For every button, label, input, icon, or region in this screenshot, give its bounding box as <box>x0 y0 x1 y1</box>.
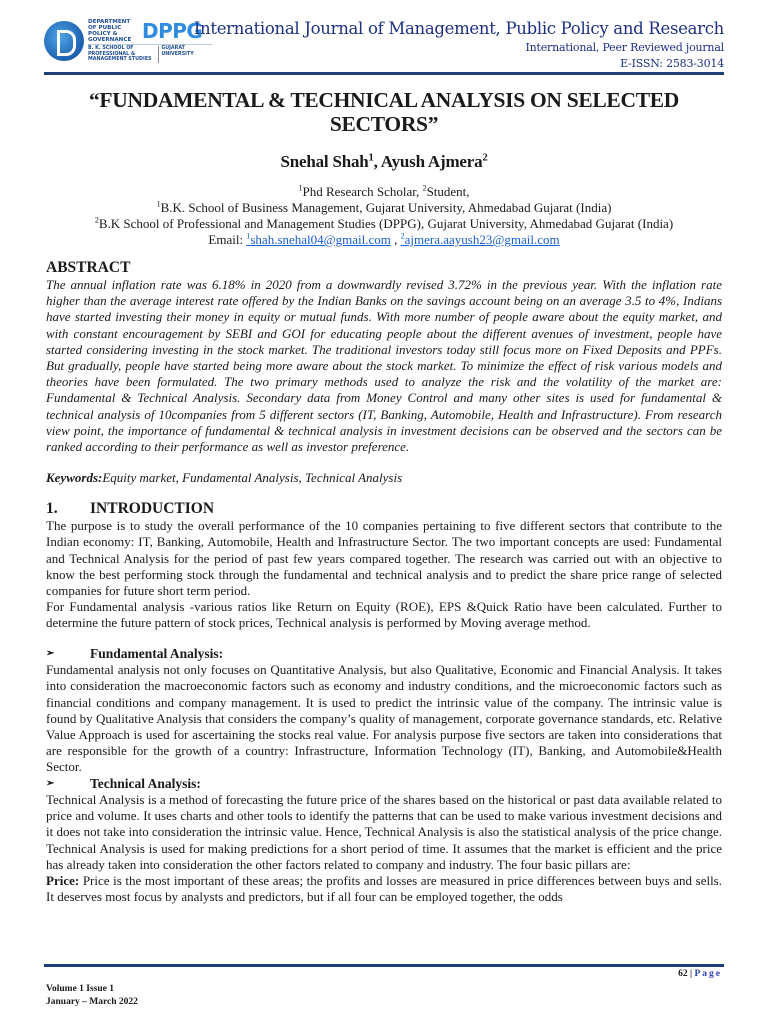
keywords-text: Equity market, Fundamental Analysis, Technical Analysis <box>102 470 403 486</box>
journal-title: International Journal of Management, Public Policy and Research <box>193 19 724 38</box>
footer-rule <box>44 964 724 967</box>
affiliation-2: $^2$B.K School of Professional and Management Studies (DPPG), Gujarat University, Ahmedabad Gujarat (India) <box>94 215 674 231</box>
author-name: Ayush Ajmera <box>380 152 483 171</box>
journal-header <box>44 14 724 70</box>
arrow-bullet-icon: ➢ <box>46 777 55 789</box>
journal-subtitle: International, Peer Reviewed journal <box>525 41 724 54</box>
page-number: 62 | Page <box>678 969 722 979</box>
journal-issn: E-ISSN: 2583-3014 <box>620 57 724 70</box>
logo-university: GUJARAT UNIVERSITY <box>158 46 212 63</box>
subheading-fundamental: ➢ Fundamental Analysis: <box>46 645 224 661</box>
issue-period: January – March 2022 <box>46 997 138 1007</box>
intro-paragraph-2: For Fundamental analysis -various ratios like Return on Equity (ROE), EPS &Quick Ratio have been calculated. Further to determine the future pattern of stock prices, Technical analysis is performed by Moving average method. <box>46 599 722 631</box>
technical-paragraph: Technical Analysis is a method of forecasting the future price of the shares based on the historical or past data available related to price and volume. It uses charts and other tools to identify the patterns that can be used to make various investment decisions and it does not take into consideration the intrinsic value. Hence, Technical Analysis is also the statistical analysis of the price change. Technical Analysis is used for making predictions for a short period of time. It assumes that the market is efficient and the price has already taken into consideration the other factors related to company and industry. The four basic pillars are: <box>46 792 722 872</box>
fundamental-paragraph: Fundamental analysis not only focuses on Quantitative Analysis, but also Qualitative, Economic and Financial Analysis. It takes into consideration the macroeconomic factors such as economy and industry conditions, and the microeconomic factors such as financial conditions and company management. It is used to predict the intrinsic value of the company. The intrinsic value is found by Qualitative Analysis that considers the company’s quality of management, corporate governance standards, etc. Relative Value Approach is used for ascertaining the stocks real value. For analysis purpose five sectors are taken into considerations that are responsible for the growth of a country: Infrastructure, Information Technology (IT), Banking, and Automobile&Health Sector. <box>46 662 722 775</box>
paper-title: “FUNDAMENTAL & TECHNICAL ANALYSIS ON SELECTED SECTORS” <box>88 88 680 136</box>
affiliation-1: $^1$B.K. School of Business Management, Gujarat University, Ahmedabad Gujarat (India) <box>156 199 612 215</box>
keywords <box>46 470 722 486</box>
abstract-heading: ABSTRACT <box>46 259 131 276</box>
dppg-logo <box>44 18 212 64</box>
volume-info <box>46 983 138 1009</box>
abstract-text: The annual inflation rate was 6.18% in 2020 from a downwardly revised 3.72% in the previous year. With the inflation rate higher than the average interest rate offered by the Indian Banks on the savings account being on an average 3.5 to 4%, Indians have started investing their money in equity or mutual funds. With more number of people aware about the equity market, and with constant encouragement by SEBI and GOI for educating people about the different avenues of investment, people have started considering investing in the stock market. The traditional investors today still focus more on Fixed Deposits and PPFs. But gradually, people have started being more aware about the stock market. To minimize the effect of risk various models and theories have been formulated. The two primary methods used to analyze the risk and the volatility of the market are: Fundamental & Technical Analysis. Secondary data from Money Control and many other sites is used for fundamental & technical analysis of 10companies from 5 different sectors (IT, Banking, Automobile, Health and Infrastructure). From research view point, the importance of fundamental & technical analysis in investment decisions can be observed and the sectors can be ranked according to their performance as well as investor preference. <box>46 277 722 455</box>
volume-issue: Volume 1 Issue 1 <box>46 984 115 994</box>
intro-paragraph-1: The purpose is to study the overall performance of the 10 companies pertaining to five different sectors that contribute to the Indian economy: IT, Banking, Automobile, Health and Infrastructure Sector. The two important concepts are used: Fundamental and Technical Analysis for the period of past few years compared together. The research was carried out with an objective to know the best performing stock through the fundamental and technical analysis and to predict the share price range of selected companies for future short term period. <box>46 518 722 599</box>
arrow-bullet-icon: ➢ <box>46 647 55 659</box>
email-link-2[interactable]: $^2$ajmera.aayush23@gmail.com <box>400 231 560 247</box>
keywords-label: Keywords: <box>46 470 103 486</box>
price-paragraph: Price: Price is the most important of these areas; the profits and losses are measured in price differences between buys and sells. It deserves most focus by analysts and predictors, but if all four can be employed together, the odds <box>46 873 722 905</box>
author-list: Snehal Shah$^1$, Ayush Ajmera$^2$ <box>280 152 488 171</box>
affiliations <box>46 184 722 248</box>
logo-school: B. K. SCHOOL OF PROFESSIONAL & MANAGEMENT STUDIES <box>88 46 152 63</box>
logo-department: DEPARTMENT OF PUBLIC POLICY & GOVERNANCE <box>88 19 132 44</box>
email-line: Email: $^1$shah.snehal04@gmail.com , $^2$ajmera.aayush23@gmail.com <box>208 231 560 247</box>
subheading-technical: ➢ Technical Analysis: <box>46 775 201 791</box>
dppg-logo-icon <box>44 21 84 61</box>
email-link-1[interactable]: $^1$shah.snehal04@gmail.com <box>246 231 391 247</box>
section-heading-introduction: 1. INTRODUCTION <box>46 500 215 518</box>
author-roles: $^1$Phd Research Scholar, $^2$Student, <box>298 183 470 199</box>
header-rule <box>44 72 724 75</box>
logo-brand: DPPG <box>142 19 203 44</box>
author-name: Snehal Shah <box>280 152 369 171</box>
paper-body <box>46 88 722 906</box>
